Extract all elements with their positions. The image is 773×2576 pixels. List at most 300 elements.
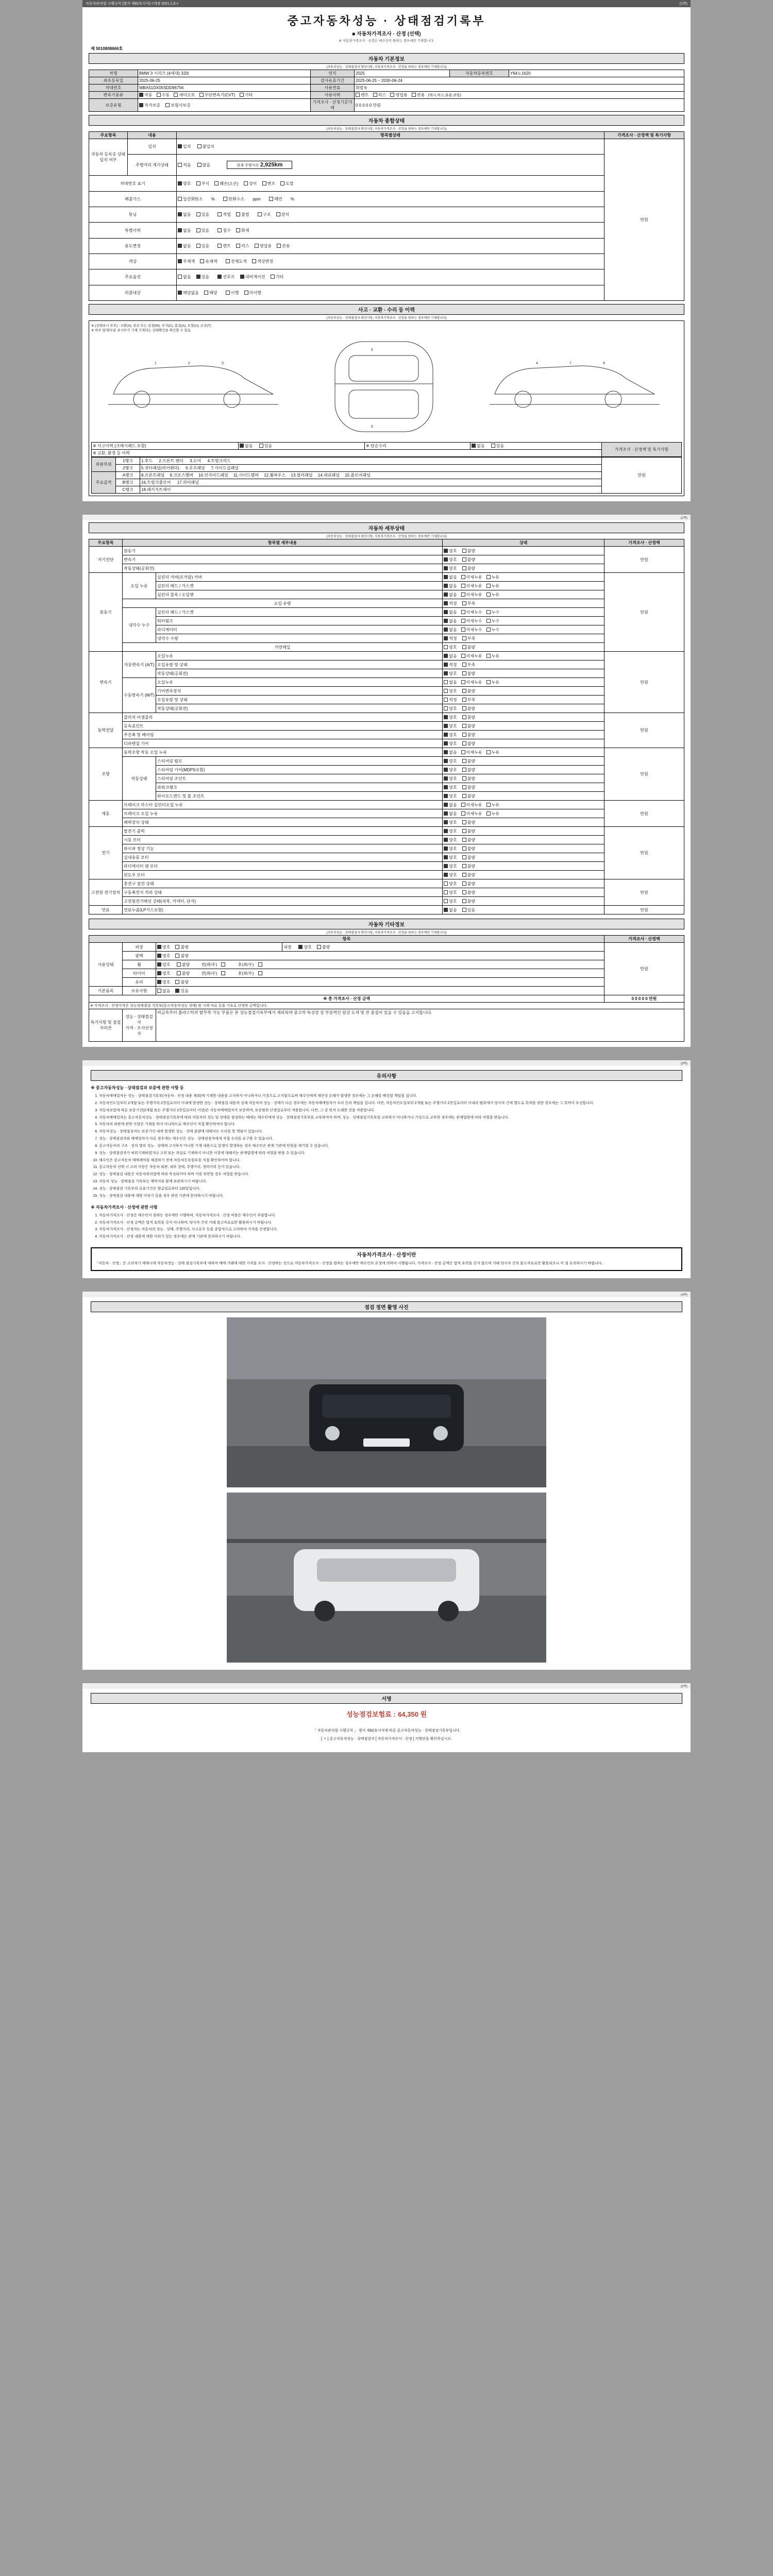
checkbox-mtgear-good[interactable]	[444, 689, 448, 693]
detail-steering-pump-state	[443, 757, 604, 766]
checkbox-special-yes[interactable]	[196, 228, 200, 232]
opt-interior-bad: 불량	[322, 944, 330, 950]
checkbox-starter-bad[interactable]	[462, 838, 466, 842]
opt-bmaster-none: 없음	[449, 802, 457, 807]
accident-history-table	[91, 442, 682, 457]
frame-price-cell: 만원	[602, 457, 682, 494]
checkbox-hvwire-bad[interactable]	[462, 899, 466, 903]
opt-radiator-leak: 누수	[491, 627, 500, 632]
special-note-label: 특기사항 및 점검자의견	[89, 1009, 123, 1042]
opt-tierod-good: 양호	[449, 793, 457, 799]
notice-list-1	[91, 1094, 682, 1199]
checkbox-warranty-self[interactable]	[139, 103, 143, 107]
photo-underbody-svg	[227, 1493, 546, 1663]
checkbox-rockercover-micro[interactable]	[461, 575, 465, 579]
frame-item-hood: 1.후드	[141, 459, 153, 463]
notice-title: 유의사항	[91, 1070, 682, 1081]
checkbox-recall-done[interactable]	[226, 291, 230, 295]
checkbox-stjoint-good[interactable]	[444, 776, 448, 781]
opt-color-changed: 색상변경	[257, 259, 273, 264]
checkbox-mtleak-leak[interactable]	[486, 680, 491, 684]
checkbox-simple-repair-yes[interactable]	[491, 444, 495, 448]
opt-tire-good: 양호	[162, 971, 171, 976]
checkbox-coolhead-micro[interactable]	[461, 610, 465, 614]
detail-steering-tierod: 타이로드엔드 및 볼 조인트	[156, 792, 443, 801]
checkbox-driveshaft-good[interactable]	[444, 733, 448, 737]
section-other-note: (자동차성능 · 상태점검자 확인사항, 자동차가격조사 · 산정을 원하는 경우에만 기재합니다)	[326, 931, 447, 935]
opt-glass-good: 양호	[162, 979, 171, 985]
opt-wiper-bad: 불량	[467, 846, 476, 851]
other-price-cell: 만원	[604, 943, 684, 995]
checkbox-tire-good[interactable]	[157, 971, 161, 975]
accident-sub1-label: ※ 사고이력 (크래시패드 포함)	[92, 443, 239, 450]
checkbox-transmission-semi[interactable]	[174, 93, 178, 97]
opt-pspump-bad: 불량	[467, 758, 476, 764]
frame-items-b	[140, 479, 602, 486]
checkbox-tire-rear[interactable]	[258, 971, 262, 975]
checkbox-radiator-leak[interactable]	[486, 628, 491, 632]
checkbox-hvcharge-good[interactable]	[444, 882, 448, 886]
checkbox-vin-diff[interactable]	[244, 181, 248, 185]
checkbox-boil-micro[interactable]	[461, 811, 465, 816]
checkbox-usage-biz[interactable]	[390, 93, 394, 97]
checkbox-tuning-illegal[interactable]	[236, 212, 240, 216]
sign-title: 서명	[91, 1693, 682, 1704]
photo-underbody	[227, 1493, 546, 1663]
checkbox-exterior-good[interactable]	[157, 945, 161, 949]
other-polish-label: 광택	[123, 952, 156, 960]
checkbox-polish-good[interactable]	[157, 954, 161, 958]
opt-mtidle-bad: 불량	[467, 706, 476, 711]
checkbox-oilqty-ok[interactable]	[444, 601, 448, 605]
checkbox-stjoint-bad[interactable]	[462, 776, 466, 781]
opt-stjoint-good: 양호	[449, 776, 457, 781]
opt-polish-good: 양호	[162, 953, 171, 958]
opt-psleak-micro: 미세누유	[466, 750, 482, 755]
section-detail-title: 자동차 세부상태	[89, 522, 684, 533]
opt-tuning-yes: 있음	[201, 212, 210, 217]
checkbox-booster-good[interactable]	[444, 820, 448, 824]
checkbox-mtleak-none[interactable]	[444, 680, 448, 684]
checkbox-block-leak[interactable]	[486, 592, 491, 597]
opt-alt-bad: 불량	[467, 828, 476, 834]
checkbox-coolantqty-ok[interactable]	[444, 636, 448, 640]
checkbox-starter-good[interactable]	[444, 838, 448, 842]
checkbox-basicitems-none[interactable]	[157, 989, 161, 993]
checkbox-vin-damage[interactable]	[214, 181, 219, 185]
emission-hc-unit: ppm	[253, 196, 261, 201]
checkbox-warranty-ins[interactable]	[165, 103, 170, 107]
checkbox-usage-gov[interactable]	[412, 93, 416, 97]
opt-block-none: 없음	[449, 592, 457, 597]
opt-blower-good: 양호	[449, 855, 457, 860]
detail-engine-oilqty-state	[443, 599, 604, 608]
checkbox-atleak-none[interactable]	[444, 654, 448, 658]
detail-steering-crank: 파워크랭크	[156, 783, 443, 792]
opt-radiator-micro: 미세누수	[466, 627, 482, 632]
checkbox-tierod-bad[interactable]	[462, 794, 466, 798]
opt-selfdiag-idle-good: 양호	[449, 566, 457, 571]
checkbox-tuning-none[interactable]	[178, 212, 182, 216]
checkbox-glass-bad[interactable]	[175, 980, 179, 984]
odometer-box	[227, 161, 292, 169]
checkbox-color-full[interactable]	[226, 259, 230, 263]
checkbox-booster-bad[interactable]	[462, 820, 466, 824]
checkbox-waterpump-micro[interactable]	[461, 619, 465, 623]
checkbox-atleak-leak[interactable]	[486, 654, 491, 658]
opt-option-sunroof: 선루프	[223, 275, 235, 280]
checkbox-basicitems-yes[interactable]	[175, 989, 179, 993]
frame-rank-b: B랭크	[116, 479, 140, 486]
checkbox-atqty-low[interactable]	[462, 663, 466, 667]
basic-label-inspection: 검사유효기간	[311, 77, 355, 84]
opt-atqty-ok: 적정	[449, 662, 457, 667]
opt-selfdiag-engine-bad: 불량	[467, 548, 476, 553]
checkbox-glass-good[interactable]	[157, 980, 161, 984]
opt-bmaster-leak: 누유	[491, 802, 500, 807]
checkbox-radiator-micro[interactable]	[461, 628, 465, 632]
detail-steering-leak: 동력조향 작동 오일 누유	[123, 748, 443, 757]
checkbox-usage-lease[interactable]	[373, 93, 377, 97]
checkbox-blower-good[interactable]	[444, 855, 448, 859]
checkbox-recall-notdone[interactable]	[244, 291, 248, 295]
checkbox-psleak-none[interactable]	[444, 750, 448, 754]
checkbox-bmaster-none[interactable]	[444, 803, 448, 807]
opt-transmission-auto: 자동	[144, 93, 153, 97]
detail-wiper: 와이퍼 정상 기능	[123, 844, 443, 853]
checkbox-mtqty-low[interactable]	[462, 698, 466, 702]
checkbox-commonrail-good[interactable]	[444, 645, 448, 649]
checkbox-recall-na[interactable]	[178, 291, 182, 295]
checkbox-mtidle-good[interactable]	[444, 706, 448, 710]
frame-item-wheelhouse: 12.휠하우스	[264, 473, 286, 478]
page-subtitle-note: ※ 자동차가격조사 · 산정은 매수인이 원하는 경우에만 기재합니다.	[339, 39, 434, 43]
overall-row5-state	[177, 223, 604, 238]
checkbox-mtleak-micro[interactable]	[461, 680, 465, 684]
checkbox-wiper-bad[interactable]	[462, 846, 466, 851]
checkbox-transmission-etc[interactable]	[240, 93, 244, 97]
checkbox-block-micro[interactable]	[461, 592, 465, 597]
checkbox-fuelleak-yes[interactable]	[462, 908, 466, 912]
checkbox-emission-hc[interactable]	[223, 197, 227, 201]
opt-booster-bad: 불량	[467, 820, 476, 825]
checkbox-emission-smoke[interactable]	[269, 197, 273, 201]
checkbox-boil-none[interactable]	[444, 811, 448, 816]
checkbox-diffgear-bad[interactable]	[462, 741, 466, 745]
checkbox-bmaster-leak[interactable]	[486, 803, 491, 807]
checkbox-recall-yes[interactable]	[204, 291, 208, 295]
opt-usechange-biz: 영업용	[259, 243, 272, 248]
checkbox-coolhead-none[interactable]	[444, 610, 448, 614]
checkbox-clutch-bad[interactable]	[462, 715, 466, 719]
checkbox-atidle-bad[interactable]	[462, 671, 466, 675]
checkbox-tuning-structure[interactable]	[258, 212, 262, 216]
checkbox-option-none[interactable]	[178, 275, 182, 279]
checkbox-cvjoint-good[interactable]	[444, 724, 448, 728]
checkbox-transmission-cvt[interactable]	[199, 93, 204, 97]
opt-recall-done: 이행	[230, 290, 239, 295]
checkbox-oilqty-low[interactable]	[462, 601, 466, 605]
checkbox-option-nav[interactable]	[240, 275, 244, 279]
notice-item: 12. 성능 · 상태점검 내용은 자동차관리법에 따라 작성되어야 하며 이를 위반할 경우 처벌을 받습니다.	[99, 1172, 682, 1178]
checkbox-powercrank-good[interactable]	[444, 785, 448, 789]
checkbox-color-chromatic[interactable]	[200, 259, 204, 263]
frame-items-2	[140, 465, 602, 472]
checkbox-tire-front[interactable]	[221, 971, 225, 975]
checkbox-vin-good[interactable]	[178, 181, 182, 185]
checkbox-cvjoint-bad[interactable]	[462, 724, 466, 728]
checkbox-head-leak[interactable]	[486, 584, 491, 588]
opt-boil-micro: 미세누유	[466, 811, 482, 816]
checkbox-vin-alter[interactable]	[262, 181, 266, 185]
accident-sub1-state	[239, 443, 365, 450]
detail-steering-joint-state	[443, 774, 604, 783]
checkbox-clutch-good[interactable]	[444, 715, 448, 719]
svg-text:4: 4	[536, 362, 538, 365]
detail-selfdiag-trans-label: 변속기	[123, 555, 443, 564]
detail-selfdiag-trans-state	[443, 555, 604, 564]
checkbox-alt-bad[interactable]	[462, 829, 466, 833]
checkbox-usechange-lease[interactable]	[236, 244, 240, 248]
opt-atidle-bad: 불량	[467, 671, 476, 676]
checkbox-rockercover-leak[interactable]	[486, 575, 491, 579]
checkbox-waterpump-none[interactable]	[444, 619, 448, 623]
checkbox-tierod-good[interactable]	[444, 794, 448, 798]
opt-stjoint-bad: 불량	[467, 776, 476, 781]
detail-header-state: 상태	[443, 539, 604, 547]
detail-selfdiag-idle-state	[443, 564, 604, 573]
frame-item-trunk: 4.트렁크리드	[207, 459, 231, 463]
checkbox-usage-rent[interactable]	[356, 93, 360, 97]
detail-header-main: 주요항목	[89, 539, 123, 547]
checkbox-tuning-device[interactable]	[276, 212, 280, 216]
opt-atleak-none: 없음	[449, 653, 457, 658]
detail-header-price: 가격조사 · 산정액	[604, 539, 684, 547]
checkbox-mtgear-bad[interactable]	[462, 689, 466, 693]
checkbox-stgear-good[interactable]	[444, 768, 448, 772]
checkbox-emission-co[interactable]	[178, 197, 182, 201]
notice-item: 1. 자동차가격조사 · 산정은 매수인이 원하는 경우에만 시행하며, 자동차가격조사 · 산정 비용은 매수인이 부담합니다.	[99, 1213, 682, 1219]
checkbox-selfdiag-engine-bad[interactable]	[462, 549, 466, 553]
frame-rank-2: 2랭크	[116, 465, 140, 472]
checkbox-transmission-manual[interactable]	[157, 93, 161, 97]
opt-hvwire-good: 양호	[449, 899, 457, 904]
opt-stgear-good: 양호	[449, 767, 457, 772]
opt-basicitems-yes: 있음	[180, 988, 189, 993]
checkbox-wheel-good[interactable]	[157, 962, 161, 967]
notice-item: 15. 성능 · 상태점검 내용에 대한 이의가 있을 경우 관련 기관에 문의하시기 바랍니다.	[99, 1194, 682, 1199]
checkbox-block-none[interactable]	[444, 592, 448, 597]
checkbox-selfdiag-trans-bad[interactable]	[462, 557, 466, 562]
checkbox-powercrank-bad[interactable]	[462, 785, 466, 789]
checkbox-fuelleak-none[interactable]	[444, 908, 448, 912]
basic-label-fuel: 사용연료	[311, 84, 355, 92]
opt-fan-good: 양호	[449, 863, 457, 869]
checkbox-coolhead-leak[interactable]	[486, 610, 491, 614]
checkbox-blower-bad[interactable]	[462, 855, 466, 859]
detail-engine-coolant-head-state	[443, 608, 604, 617]
section-overall-title: 자동차 종합상태	[89, 115, 684, 126]
checkbox-option-sunroof[interactable]	[217, 275, 222, 279]
checkbox-odo-high[interactable]	[197, 163, 201, 167]
checkbox-coolantqty-low[interactable]	[462, 636, 466, 640]
checkbox-wiper-good[interactable]	[444, 846, 448, 851]
checkbox-wheel-bad[interactable]	[177, 962, 181, 967]
opt-diffgear-bad: 불량	[467, 741, 476, 746]
price-survey-box-title: 자동차가격조사 · 산정이란	[357, 1252, 416, 1259]
detail-radiatorfan: 라디에이터 팬 모터	[123, 862, 443, 871]
notice-item: 5. 자동차의 외관에 관한 사항은 기재를 하지 아니하므로 매수인이 직접 확인하여야 합니다.	[99, 1122, 682, 1128]
sign-fee-row	[91, 1709, 682, 1719]
checkbox-usechange-rent[interactable]	[217, 244, 222, 248]
checkbox-psleak-leak[interactable]	[486, 750, 491, 754]
checkbox-fan-good[interactable]	[444, 864, 448, 868]
detail-group-transmission: 변속기	[89, 652, 123, 713]
checkbox-alt-good[interactable]	[444, 829, 448, 833]
detail-at-leak: 오일누유	[156, 652, 443, 660]
checkbox-tire-bad[interactable]	[177, 971, 181, 975]
checkbox-hvbatt-bad[interactable]	[462, 890, 466, 894]
checkbox-exterior-bad[interactable]	[175, 945, 179, 949]
checkbox-pspump-bad[interactable]	[462, 759, 466, 763]
checkbox-driveshaft-bad[interactable]	[462, 733, 466, 737]
page5-header-strip	[82, 1683, 691, 1689]
detail-price-selfdiag: 만원	[604, 547, 684, 573]
other-total-note: ※ 가격조사 · 산정가격은 성능상태점검 기록부(중고자동차성능 상태) 및 시세 자료 등을 기초로 산정한 금액입니다.	[89, 1003, 684, 1009]
detail-engine-block-state	[443, 590, 604, 599]
checkbox-hvcharge-bad[interactable]	[462, 882, 466, 886]
checkbox-waterpump-leak[interactable]	[486, 619, 491, 623]
detail-windowmotor: 윈도우 모터	[123, 871, 443, 879]
opt-mtqty-ok: 적정	[449, 697, 457, 702]
detail-alternator: 발전기 출력	[123, 827, 443, 836]
checkbox-selfdiag-idle-good[interactable]	[444, 566, 448, 570]
section-other-title: 자동차 기타정보	[89, 919, 684, 929]
opt-mtleak-none: 없음	[449, 680, 457, 685]
checkbox-stgear-bad[interactable]	[462, 768, 466, 772]
detail-engine-rockercover: 실린더 커버(로커암) 커버	[156, 573, 443, 582]
frame-item-floorpanel: 15.플로어패널	[345, 473, 371, 478]
checkbox-mtidle-bad[interactable]	[462, 706, 466, 710]
checkbox-special-none[interactable]	[178, 228, 182, 232]
checkbox-hvwire-good[interactable]	[444, 899, 448, 903]
detail-group-electric: 전기	[89, 827, 123, 879]
checkbox-head-micro[interactable]	[461, 584, 465, 588]
checkbox-selfdiag-trans-good[interactable]	[444, 557, 448, 562]
checkbox-diffgear-good[interactable]	[444, 741, 448, 745]
overall-header-state: 항목별상태	[177, 132, 604, 139]
other-polish-state	[156, 952, 604, 960]
notice-item: 2. 자동차가격조사 · 산정 금액은 법적 효력을 갖지 아니하며, 당사자 간의 거래 참고자료로만 활용하시기 바랍니다.	[99, 1221, 682, 1226]
other-basic-items-label: 기본품목	[89, 987, 123, 995]
checkbox-window-bad[interactable]	[462, 873, 466, 877]
checkbox-option-etc[interactable]	[271, 275, 275, 279]
checkbox-special-flood[interactable]	[217, 228, 222, 232]
checkbox-wheel-rear[interactable]	[258, 962, 262, 967]
checkbox-color-achromatic[interactable]	[178, 259, 182, 263]
checkbox-atidle-good[interactable]	[444, 671, 448, 675]
checkbox-hvbatt-good[interactable]	[444, 890, 448, 894]
emission-co-unit: %	[211, 196, 215, 201]
detail-price-powertrain: 만원	[604, 713, 684, 748]
checkbox-vin-corrode[interactable]	[196, 181, 200, 185]
detail-engine-coolant-head: 실린더 헤드 / 가스켓	[156, 608, 443, 617]
opt-window-good: 양호	[449, 872, 457, 877]
checkbox-wheel-front[interactable]	[221, 962, 225, 967]
checkbox-usechange-biz[interactable]	[255, 244, 259, 248]
overall-header-item: 주요항목	[89, 132, 128, 139]
checkbox-transmission-auto[interactable]	[139, 93, 143, 97]
overall-row1-state	[177, 155, 604, 176]
detail-alternator-state	[443, 827, 604, 836]
checkbox-polish-bad[interactable]	[175, 954, 179, 958]
checkbox-tuning-legal[interactable]	[217, 212, 222, 216]
checkbox-commonrail-bad[interactable]	[462, 645, 466, 649]
checkbox-option-yes[interactable]	[196, 275, 200, 279]
checkbox-usechange-none[interactable]	[178, 244, 182, 248]
checkbox-selfdiag-idle-bad[interactable]	[462, 566, 466, 570]
odometer-label: 현재 주행거리	[237, 164, 259, 168]
checkbox-interior-good[interactable]	[298, 945, 303, 949]
checkbox-vin-erase[interactable]	[280, 181, 284, 185]
checkbox-accident-yes[interactable]	[259, 444, 263, 448]
detail-startmotor-state	[443, 836, 604, 844]
opt-diffgear-good: 양호	[449, 741, 457, 746]
checkbox-psleak-micro[interactable]	[461, 750, 465, 754]
checkbox-simple-repair-none[interactable]	[472, 444, 476, 448]
checkbox-pspump-good[interactable]	[444, 759, 448, 763]
basic-label-vin: 차대번호	[89, 84, 138, 92]
page3-header-strip	[82, 1060, 691, 1066]
opt-mtleak-leak: 누유	[491, 680, 500, 685]
checkbox-head-none[interactable]	[444, 584, 448, 588]
overall-row6-name: 용도변경	[89, 238, 177, 253]
checkbox-radiator-none[interactable]	[444, 628, 448, 632]
frame-rank-a: A랭크	[116, 472, 140, 479]
detail-mt-qty: 오일유량 및 상태	[156, 696, 443, 704]
checkbox-odo-low[interactable]	[178, 163, 182, 167]
checkbox-selfdiag-engine-good[interactable]	[444, 549, 448, 553]
checkbox-mtqty-ok[interactable]	[444, 698, 448, 702]
sign-footer-1: 「 자동차관리법 시행규칙 」 별지 제82호서식에 따른 중고자동차성능 · 상태점검기록부입니다.	[312, 1728, 461, 1733]
detail-selfdiag-engine-state	[443, 547, 604, 555]
opt-coolantqty-ok: 적정	[449, 636, 457, 641]
opt-option-etc: 기타	[275, 275, 284, 280]
opt-tire-bad: 불량	[181, 971, 190, 976]
checkbox-reg-match[interactable]	[178, 144, 182, 148]
checkbox-window-good[interactable]	[444, 873, 448, 877]
checkbox-color-changed[interactable]	[252, 259, 256, 263]
basic-label-year: 연식	[311, 70, 355, 77]
checkbox-accident-none[interactable]	[240, 444, 244, 448]
checkbox-fan-bad[interactable]	[462, 864, 466, 868]
checkbox-tuning-yes[interactable]	[196, 212, 200, 216]
checkbox-atqty-ok[interactable]	[444, 663, 448, 667]
checkbox-reg-mismatch[interactable]	[197, 144, 201, 148]
checkbox-special-fire[interactable]	[236, 228, 240, 232]
checkbox-usechange-gov[interactable]	[277, 244, 281, 248]
checkbox-interior-bad[interactable]	[317, 945, 321, 949]
checkbox-rockercover-none[interactable]	[444, 575, 448, 579]
checkbox-atleak-micro[interactable]	[461, 654, 465, 658]
checkbox-bmaster-micro[interactable]	[461, 803, 465, 807]
opt-block-micro: 미세누유	[466, 592, 482, 597]
detail-brake-oil: 브레이크 오일 누유	[123, 809, 443, 818]
frame-item-sidemember: 11.사이드멤버	[233, 473, 259, 478]
checkbox-boil-leak[interactable]	[486, 811, 491, 816]
opt-color-chromatic: 유채색	[205, 259, 217, 264]
checkbox-usechange-yes[interactable]	[196, 244, 200, 248]
